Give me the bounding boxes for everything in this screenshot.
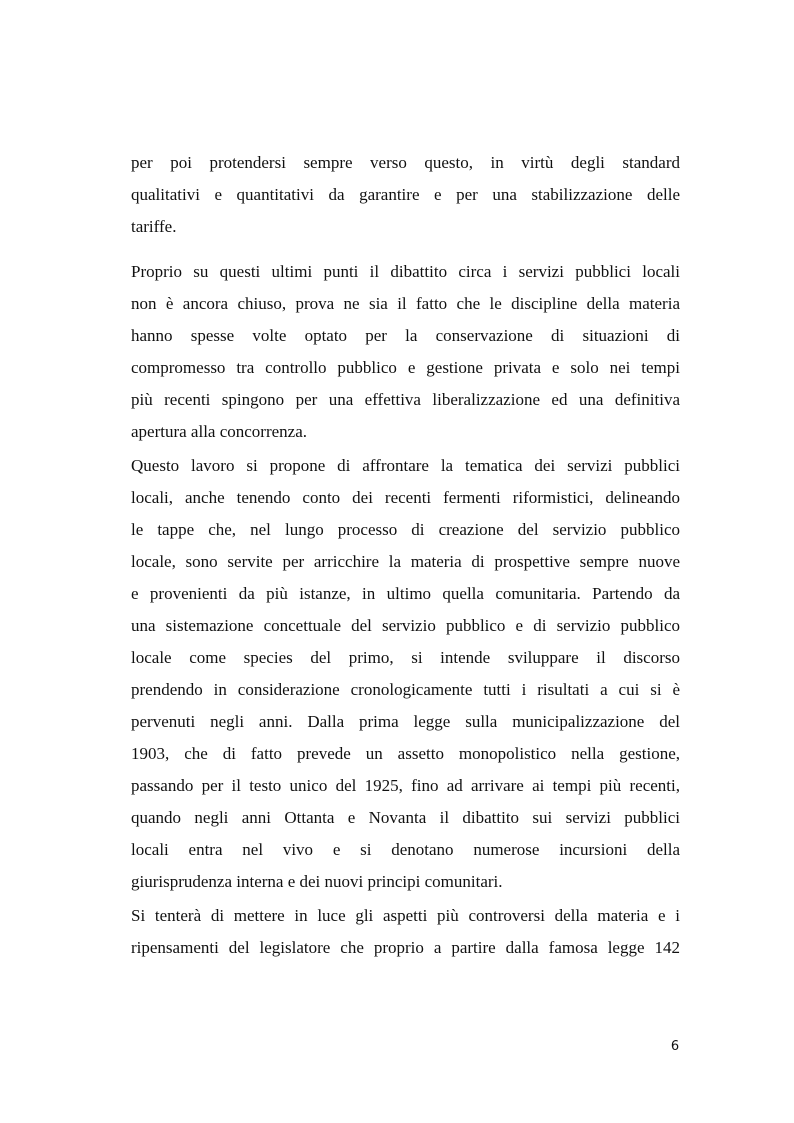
text-line: tariffe. bbox=[131, 217, 177, 236]
text-line: 1903, che di fatto prevede un assetto monopolistico nella gestione, bbox=[131, 744, 680, 763]
text-line: e provenienti da più istanze, in ultimo quella comunitaria. Partendo da bbox=[131, 584, 680, 603]
text-line: per poi protendersi sempre verso questo, in virtù degli standard bbox=[131, 153, 680, 172]
text-line: non è ancora chiuso, prova ne sia il fatto che le discipline della materia bbox=[131, 294, 680, 313]
text-line: hanno spesse volte optato per la conservazione di situazioni di bbox=[131, 326, 680, 345]
text-line: locali entra nel vivo e si denotano numerose incursioni della bbox=[131, 840, 680, 859]
paragraph-2 bbox=[131, 256, 680, 448]
text-line: una sistemazione concettuale del servizio pubblico e di servizio pubblico bbox=[131, 616, 680, 635]
text-line: Proprio su questi ultimi punti il dibattito circa i servizi pubblici locali bbox=[131, 262, 680, 281]
text-line: pervenuti negli anni. Dalla prima legge sulla municipalizzazione del bbox=[131, 712, 680, 731]
text-line: le tappe che, nel lungo processo di creazione del servizio pubblico bbox=[131, 520, 680, 539]
text-line: apertura alla concorrenza. bbox=[131, 422, 308, 441]
text-line: qualitativi e quantitativi da garantire e per una stabilizzazione delle bbox=[131, 185, 680, 204]
text-line: Questo lavoro si propone di affrontare la tematica dei servizi pubblici bbox=[131, 456, 680, 475]
paragraph-4 bbox=[131, 900, 680, 964]
text-line: quando negli anni Ottanta e Novanta il dibattito sui servizi pubblici bbox=[131, 808, 680, 827]
text-line: locale come species del primo, si intende sviluppare il discorso bbox=[131, 648, 680, 667]
page-number: 6 bbox=[670, 1039, 680, 1054]
text-line: giurisprudenza interna e dei nuovi principi comunitari. bbox=[131, 872, 503, 891]
text-line: passando per il testo unico del 1925, fino ad arrivare ai tempi più recenti, bbox=[131, 776, 680, 795]
paragraph-3 bbox=[131, 450, 680, 898]
paragraph-1 bbox=[131, 147, 680, 243]
text-line: ripensamenti del legislatore che proprio a partire dalla famosa legge 142 bbox=[131, 938, 680, 957]
text-line: più recenti spingono per una effettiva liberalizzazione ed una definitiva bbox=[131, 390, 680, 409]
text-line: locali, anche tenendo conto dei recenti fermenti riformistici, delineando bbox=[131, 488, 680, 507]
text-line: prendendo in considerazione cronologicamente tutti i risultati a cui si è bbox=[131, 680, 680, 699]
text-line: locale, sono servite per arricchire la materia di prospettive sempre nuove bbox=[131, 552, 680, 571]
text-line: compromesso tra controllo pubblico e gestione privata e solo nei tempi bbox=[131, 358, 680, 377]
text-line: Si tenterà di mettere in luce gli aspetti più controversi della materia e i bbox=[131, 906, 680, 925]
